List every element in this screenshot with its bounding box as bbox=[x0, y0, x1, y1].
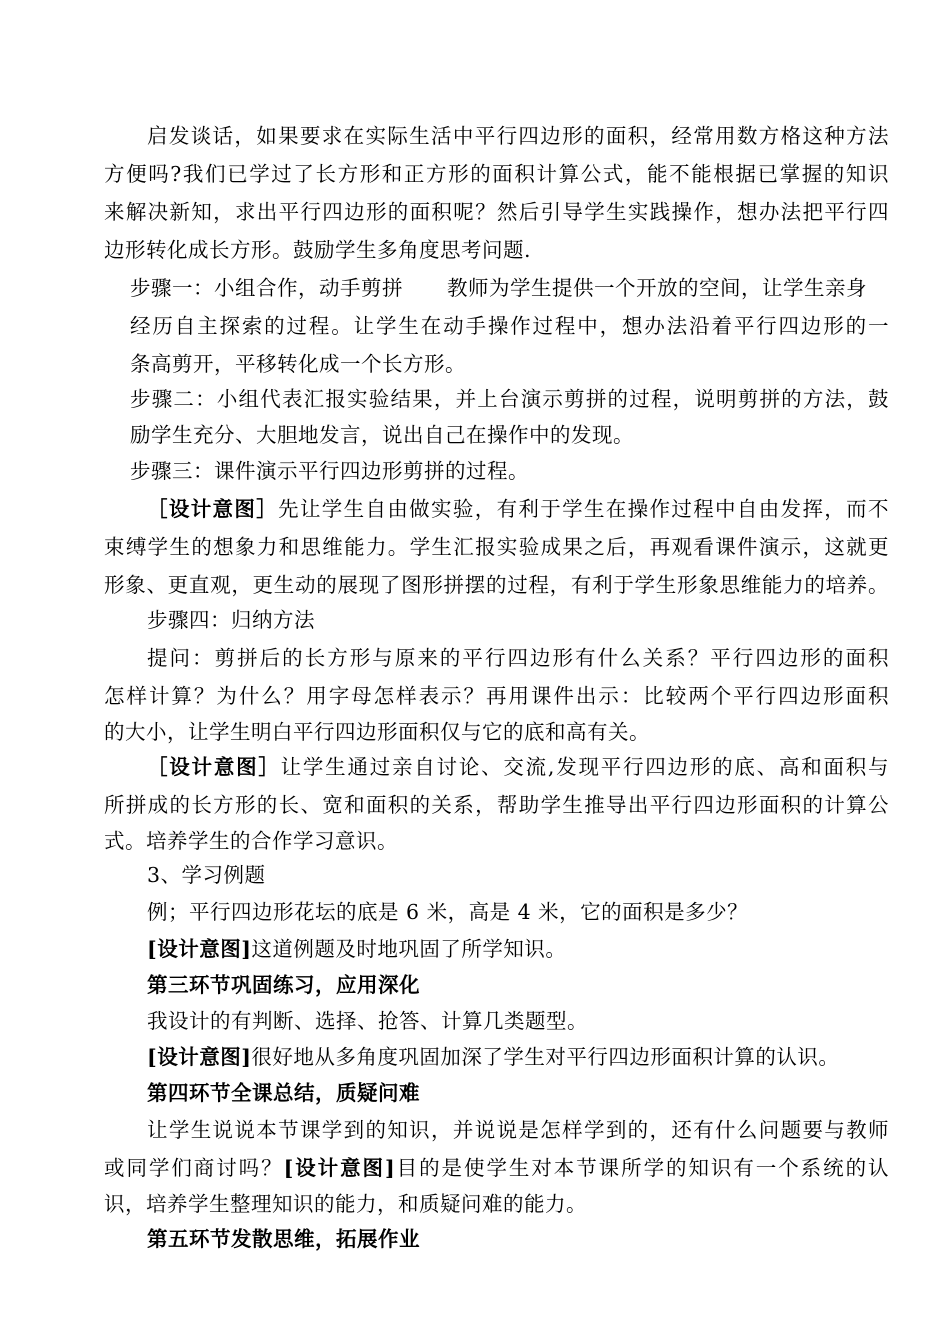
step3-line: 步骤三：课件演示平行四边形剪拼的过程。 bbox=[130, 459, 529, 483]
design-intent-label: [设计意图] bbox=[147, 1045, 252, 1069]
practice-line: 我设计的有判断、选择、抢答、计算几类题型。 bbox=[147, 1009, 588, 1033]
summary-line: 识，培养学生整理知识的能力，和质疑问难的能力。 bbox=[104, 1192, 587, 1216]
paragraph-line: 条高剪开，平移转化成一个长方形。 bbox=[130, 352, 466, 376]
section-heading-3: 第三环节巩固练习，应用深化 bbox=[147, 973, 420, 997]
paragraph-line: 所拼成的长方形的长、宽和面积的关系，帮助学生推导出平行四边形面积的计算公 bbox=[104, 793, 889, 817]
paragraph-line: 式。培养学生的合作学习意识。 bbox=[104, 829, 398, 853]
question-line: 怎样计算？为什么？用字母怎样表示？再用课件出示：比较两个平行四边形面积 bbox=[104, 684, 889, 708]
paragraph-line: 来解决新知，求出平行四边形的面积呢？然后引导学生实践操作，想办法把平行四 bbox=[104, 200, 889, 224]
step1-text: 教师为学生提供一个开放的空间，让学生亲身 bbox=[447, 276, 867, 300]
paragraph-line: 经历自主探索的过程。让学生在动手操作过程中，想办法沿着平行四边形的一 bbox=[130, 314, 889, 338]
paragraph-line: 束缚学生的想象力和思维能力。学生汇报实验成果之后，再观看课件演示，这就更 bbox=[104, 535, 889, 559]
intent3-line: [设计意图]这道例题及时地巩固了所学知识。 bbox=[147, 937, 567, 961]
intent4-line: [设计意图]很好地从多角度巩固加深了学生对平行四边形面积计算的认识。 bbox=[147, 1045, 840, 1069]
design-intent-label: [设计意图] bbox=[147, 937, 252, 961]
item3-line: 3、学习例题 bbox=[147, 863, 266, 887]
section-heading-5: 第五环节发散思维，拓展作业 bbox=[147, 1227, 420, 1251]
step2-line: 步骤二：小组代表汇报实验结果，并上台演示剪拼的过程，说明剪拼的方法，鼓 bbox=[130, 387, 889, 411]
design-intent-label: ［设计意图］ bbox=[147, 497, 279, 521]
intent1-line: ［设计意图］先让学生自由做实验，有利于学生在操作过程中自由发挥，而不 bbox=[147, 497, 890, 521]
step1-label: 步骤一：小组合作，动手剪拼 bbox=[130, 276, 403, 300]
step1-line bbox=[130, 273, 867, 303]
example-line: 例；平行四边形花坛的底是 6 米，高是 4 米，它的面积是多少？ bbox=[147, 900, 749, 924]
question-line: 提问：剪拼后的长方形与原来的平行四边形有什么关系？平行四边形的面积 bbox=[147, 646, 889, 670]
design-intent-label: ［设计意图］ bbox=[147, 755, 281, 779]
summary-line: 或同学们商讨吗？[设计意图]目的是使学生对本节课所学的知识有一个系统的认 bbox=[104, 1156, 890, 1180]
paragraph-line: 启发谈话，如果要求在实际生活中平行四边形的面积，经常用数方格这种方法 bbox=[147, 124, 889, 148]
design-intent-label: [设计意图] bbox=[283, 1156, 396, 1180]
section-heading-4: 第四环节全课总结，质疑问难 bbox=[147, 1081, 420, 1105]
paragraph-line: 边形转化成长方形。鼓励学生多角度思考问题. bbox=[104, 238, 532, 262]
intent2-line: ［设计意图］让学生通过亲自讨论、交流,发现平行四边形的底、高和面积与 bbox=[147, 755, 890, 779]
paragraph-line: 形象、更直观，更生动的展现了图形拼摆的过程，有利于学生形象思维能力的培养。 bbox=[104, 573, 889, 597]
step4-line: 步骤四：归纳方法 bbox=[147, 608, 315, 632]
question-line: 的大小，让学生明白平行四边形面积仅与它的底和高有关。 bbox=[104, 720, 650, 744]
step2-line: 励学生充分、大胆地发言，说出自己在操作中的发现。 bbox=[130, 423, 634, 447]
summary-line: 让学生说说本节课学到的知识，并说说是怎样学到的，还有什么问题要与教师 bbox=[147, 1118, 889, 1142]
paragraph-line: 方便吗?我们已学过了长方形和正方形的面积计算公式，能不能根据已掌握的知识 bbox=[104, 162, 889, 186]
